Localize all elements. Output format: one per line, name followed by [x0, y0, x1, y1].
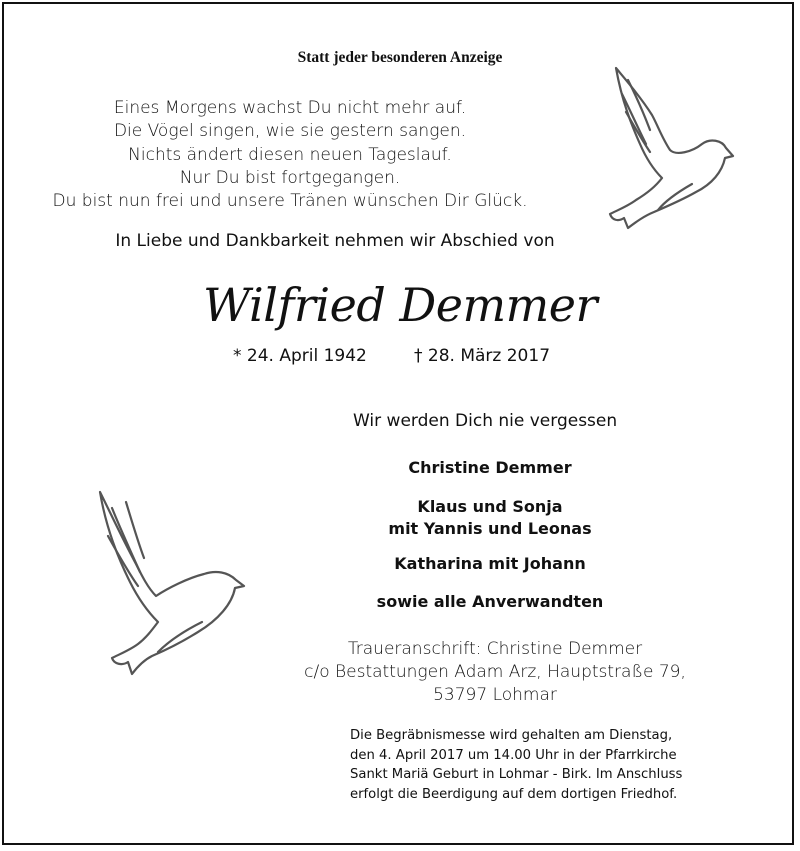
- poem-line: Nur Du bist fortgegangen.: [179, 167, 401, 188]
- family-group: [300, 553, 680, 575]
- funeral-notice: [350, 726, 745, 804]
- dove-icon: [596, 60, 736, 235]
- family-group: [300, 457, 680, 479]
- address-line: 53797 Lohmar: [433, 685, 557, 705]
- family-group: [300, 591, 680, 613]
- notice-line: Sankt Mariä Geburt in Lohmar - Birk. Im Anschluss: [350, 767, 683, 782]
- family-member: Christine Demmer: [408, 458, 572, 477]
- poem-line: Die Vögel singen, wie sie gestern sangen.: [113, 121, 467, 142]
- dove-icon: [92, 488, 252, 678]
- family-member: sowie alle Anverwandten: [376, 592, 604, 611]
- deceased-name: Wilfried Demmer: [203, 278, 597, 332]
- header-title: Statt jeder besonderen Anzeige: [297, 49, 503, 66]
- death-date: † 28. März 2017: [414, 346, 551, 366]
- notice-line: erfolgt die Beerdigung auf dem dortigen Friedhof.: [350, 786, 678, 802]
- intro-line: In Liebe und Dankbarkeit nehmen wir Abschied von: [115, 231, 555, 251]
- mourning-address: [300, 638, 690, 707]
- family-member: mit Yannis und Leonas: [388, 519, 592, 538]
- poem-line: Nichts ändert diesen neuen Tageslauf.: [128, 144, 452, 165]
- remembrance-line: Wir werden Dich nie vergessen: [353, 411, 618, 431]
- poem: [0, 97, 580, 213]
- notice-line: Die Begräbnismesse wird gehalten am Dienstag,: [350, 728, 673, 743]
- birth-date: * 24. April 1942: [233, 346, 367, 366]
- family-member: Klaus und Sonja: [417, 497, 563, 516]
- poem-line: Du bist nun frei und unsere Tränen wünschen Dir Glück.: [52, 191, 528, 212]
- address-line: c/o Bestattungen Adam Arz, Hauptstraße 79,: [304, 662, 686, 682]
- notice-line: den 4. April 2017 um 14.00 Uhr in der Pfarrkirche: [350, 747, 677, 763]
- family-group: [300, 496, 680, 540]
- family-member: Katharina mit Johann: [394, 554, 586, 573]
- address-line: Traueranschrift: Christine Demmer: [347, 639, 643, 659]
- poem-line: Eines Morgens wachst Du nicht mehr auf.: [113, 98, 467, 118]
